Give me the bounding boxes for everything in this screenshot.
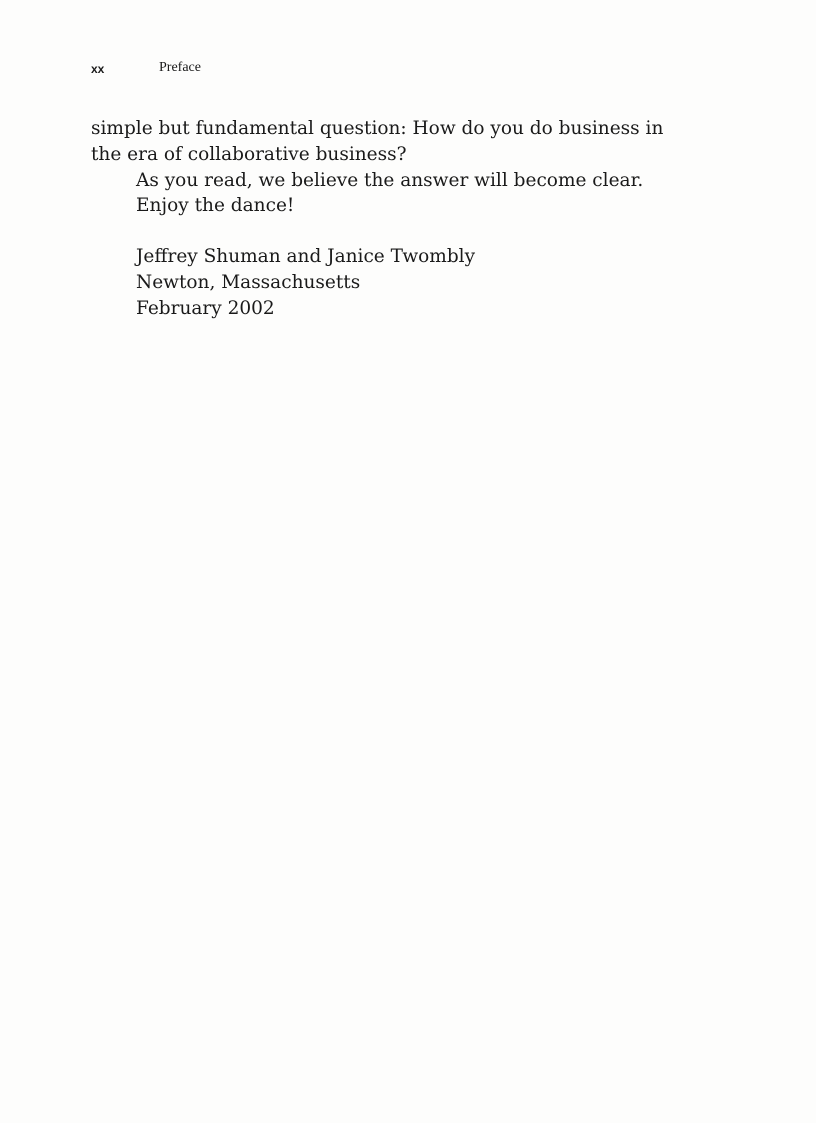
paragraph-line: As you read, we believe the answer will become clear.: [136, 169, 644, 191]
signature-authors: Jeffrey Shuman and Janice Twombly: [136, 246, 476, 268]
page-number: xx: [91, 62, 105, 76]
closing-line: Enjoy the dance!: [136, 195, 295, 217]
paragraph-line: the era of collaborative business?: [91, 143, 407, 165]
signature-date: February 2002: [136, 297, 275, 319]
paragraph-line: simple but fundamental question: How do you do business in: [91, 118, 664, 139]
section-title: Preface: [159, 60, 201, 75]
signature-location: Newton, Massachusetts: [136, 271, 361, 293]
preface-text: [91, 116, 691, 322]
